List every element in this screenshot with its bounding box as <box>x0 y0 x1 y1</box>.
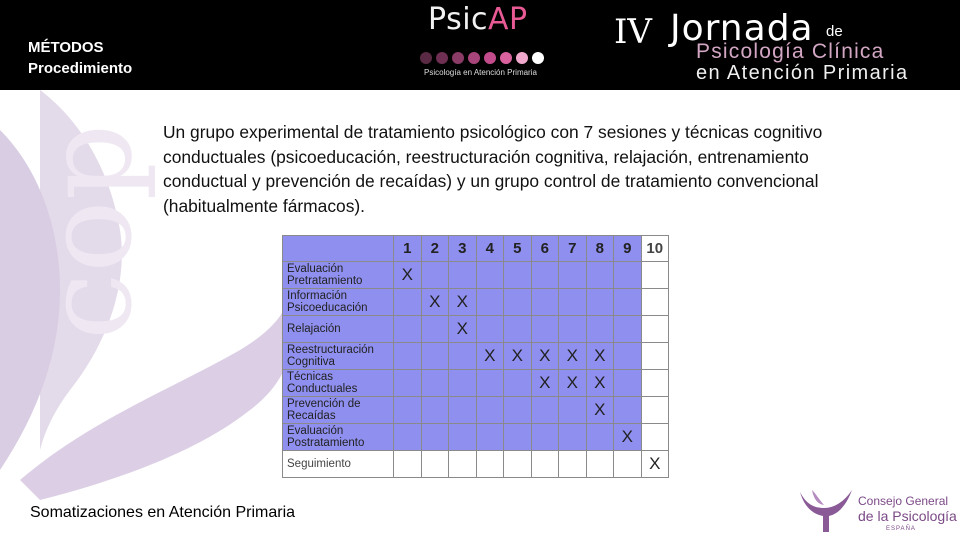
session-cell <box>421 451 449 478</box>
cgp-logo-line3: ESPAÑA <box>886 526 916 532</box>
session-cell <box>394 397 422 424</box>
session-cell <box>394 343 422 370</box>
session-cell: X <box>586 343 614 370</box>
session-number-header: 5 <box>504 236 532 262</box>
session-cell <box>476 262 504 289</box>
logo-dot <box>484 52 496 64</box>
session-cell <box>559 424 587 451</box>
row-label: Información Psicoeducación <box>283 289 394 316</box>
table-header-row <box>283 236 669 262</box>
row-label: Evaluación Postratamiento <box>283 424 394 451</box>
row-label: Técnicas Conductuales <box>283 370 394 397</box>
session-cell <box>531 451 559 478</box>
table-row <box>283 424 669 451</box>
session-cell: X <box>449 289 477 316</box>
session-cell <box>559 316 587 343</box>
psicap-logo-accent: AP <box>488 2 528 37</box>
session-cell <box>449 451 477 478</box>
session-cell: X <box>394 262 422 289</box>
session-cell <box>504 316 532 343</box>
session-cell <box>641 424 669 451</box>
table-corner-cell <box>283 236 394 262</box>
session-cell <box>394 370 422 397</box>
section-heading: MÉTODOS <box>28 39 104 56</box>
row-label: Evaluación Pretratamiento <box>283 262 394 289</box>
psicap-logo-subtitle: Psicología en Atención Primaria <box>424 68 537 77</box>
session-cell: X <box>531 343 559 370</box>
table-row <box>283 451 669 478</box>
session-number-header: 4 <box>476 236 504 262</box>
session-cell <box>559 262 587 289</box>
psicap-logo <box>420 0 560 90</box>
session-cell <box>586 289 614 316</box>
session-number-header: 2 <box>421 236 449 262</box>
session-number-header: 10 <box>641 236 669 262</box>
session-cell <box>586 424 614 451</box>
logo-dot <box>436 52 448 64</box>
table-row <box>283 370 669 397</box>
session-cell <box>394 424 422 451</box>
session-cell <box>531 289 559 316</box>
subsection-heading: Procedimiento <box>28 60 133 77</box>
session-cell <box>531 424 559 451</box>
session-cell <box>531 316 559 343</box>
session-number-header: 9 <box>614 236 642 262</box>
session-cell: X <box>586 370 614 397</box>
logo-dot <box>468 52 480 64</box>
session-cell <box>559 397 587 424</box>
session-cell <box>421 370 449 397</box>
session-cell <box>421 397 449 424</box>
session-cell <box>641 343 669 370</box>
session-cell <box>421 262 449 289</box>
session-cell <box>531 262 559 289</box>
session-cell <box>586 316 614 343</box>
logo-dot <box>500 52 512 64</box>
session-cell <box>476 424 504 451</box>
session-cell <box>449 370 477 397</box>
row-label: Relajación <box>283 316 394 343</box>
session-cell <box>641 397 669 424</box>
session-cell <box>504 451 532 478</box>
jornada-line3: en Atención Primaria <box>696 62 909 84</box>
session-cell <box>641 262 669 289</box>
session-number-header: 6 <box>531 236 559 262</box>
session-cell: X <box>559 370 587 397</box>
session-cell <box>504 424 532 451</box>
svg-text:cop: cop <box>20 123 159 340</box>
session-cell <box>559 289 587 316</box>
session-cell <box>614 451 642 478</box>
session-cell <box>476 289 504 316</box>
jornada-roman: IV <box>614 12 652 52</box>
session-cell <box>449 397 477 424</box>
session-cell <box>614 316 642 343</box>
session-cell <box>421 343 449 370</box>
session-number-header: 8 <box>586 236 614 262</box>
session-cell: X <box>449 316 477 343</box>
session-cell <box>614 289 642 316</box>
session-cell <box>641 370 669 397</box>
session-cell: X <box>504 343 532 370</box>
table-row <box>283 343 669 370</box>
session-cell: X <box>476 343 504 370</box>
session-cell <box>641 289 669 316</box>
session-cell: X <box>614 424 642 451</box>
session-cell <box>421 316 449 343</box>
session-cell: X <box>641 451 669 478</box>
footer-title: Somatizaciones en Atención Primaria <box>30 504 296 521</box>
jornada-line2: Psicología Clínica <box>696 40 885 63</box>
header-bar <box>0 0 960 90</box>
session-number-header: 7 <box>559 236 587 262</box>
session-cell <box>586 451 614 478</box>
table-row <box>283 316 669 343</box>
session-cell <box>449 262 477 289</box>
psicap-logo-title <box>428 2 528 37</box>
logo-dot <box>516 52 528 64</box>
session-cell <box>449 424 477 451</box>
jornada-logo <box>614 6 954 86</box>
session-cell <box>476 451 504 478</box>
session-cell <box>394 451 422 478</box>
session-cell: X <box>531 370 559 397</box>
logo-dot <box>420 52 432 64</box>
session-cell <box>476 397 504 424</box>
session-cell: X <box>421 289 449 316</box>
table-row <box>283 397 669 424</box>
session-cell <box>614 397 642 424</box>
session-cell <box>641 316 669 343</box>
session-cell <box>449 343 477 370</box>
row-label: Reestructuración Cognitiva <box>283 343 394 370</box>
session-schedule-table <box>282 235 669 478</box>
session-number-header: 3 <box>449 236 477 262</box>
jornada-de: de <box>826 23 843 40</box>
session-cell <box>394 316 422 343</box>
session-cell <box>394 289 422 316</box>
row-label: Seguimiento <box>283 451 394 478</box>
table-row <box>283 262 669 289</box>
logo-dot <box>452 52 464 64</box>
jornada-word: Jornada <box>670 8 814 49</box>
session-cell: X <box>559 343 587 370</box>
session-number-header: 1 <box>394 236 422 262</box>
section-title <box>28 37 132 79</box>
session-cell <box>504 370 532 397</box>
session-cell <box>559 451 587 478</box>
psicap-dots <box>420 52 544 64</box>
session-cell: X <box>586 397 614 424</box>
row-label: Prevención de Recaídas <box>283 397 394 424</box>
session-cell <box>504 397 532 424</box>
cgp-logo-line2: de la Psicología <box>858 508 957 524</box>
session-cell <box>586 262 614 289</box>
session-cell <box>504 262 532 289</box>
session-cell <box>421 424 449 451</box>
session-cell <box>504 289 532 316</box>
cgp-logo <box>796 486 957 534</box>
session-cell <box>614 370 642 397</box>
psi-icon <box>796 486 856 534</box>
logo-dot <box>532 52 544 64</box>
session-cell <box>614 343 642 370</box>
session-cell <box>476 316 504 343</box>
session-cell <box>614 262 642 289</box>
cgp-logo-line1: Consejo General <box>858 494 949 508</box>
psicap-logo-main: Psic <box>428 2 489 37</box>
table-row <box>283 289 669 316</box>
session-cell <box>476 370 504 397</box>
method-description: Un grupo experimental de tratamiento psicológico con 7 sesiones y técnicas cognitivo conductuales (psicoeducación, reestructuración cognitiva, relajación, entrenamiento conductual y prevención de recaídas) y un grupo control de tratamiento convencional (habitualmente fármacos). <box>163 122 823 216</box>
session-cell <box>531 397 559 424</box>
